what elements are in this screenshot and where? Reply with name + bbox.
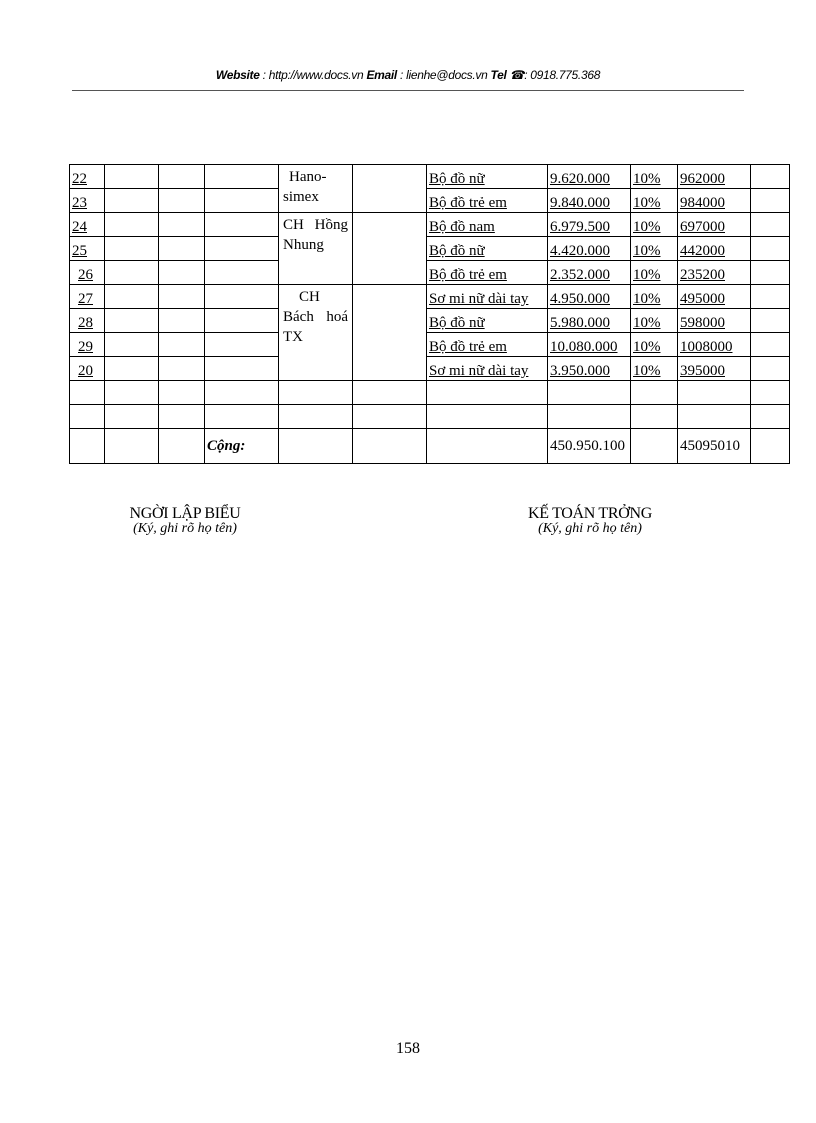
item-name: Sơ mi nữ dài tay [427,357,548,381]
amount: 4.420.000 [548,237,631,261]
chief-accountant-signature-block [520,505,660,537]
tax-amount: 395000 [678,357,751,381]
ledger-table [69,164,790,464]
tax-rate: 10% [631,285,678,309]
phone-icon: ☎ [509,68,525,82]
tax-rate: 10% [631,165,678,189]
tax-amount: 598000 [678,309,751,333]
row-number: 29 [70,333,105,357]
tax-amount: 495000 [678,285,751,309]
total-tax: 45095010 [678,429,751,464]
store-hanosimex: Hano- simex [279,165,353,213]
table-row [70,309,790,333]
table-row [70,261,790,285]
total-amount: 450.950.100 [548,429,631,464]
item-name: Bộ đồ trẻ em [427,333,548,357]
amount: 9.840.000 [548,189,631,213]
preparer-instruction: (Ký, ghi rõ họ tên) [133,521,237,536]
tax-amount: 984000 [678,189,751,213]
email-label: Email [366,68,397,82]
row-number: 22 [70,165,105,189]
amount: 6.979.500 [548,213,631,237]
table-row [70,213,790,237]
amount: 10.080.000 [548,333,631,357]
table-row [70,357,790,381]
amount: 2.352.000 [548,261,631,285]
item-name: Bộ đồ nữ [427,165,548,189]
total-row [70,429,790,464]
item-name: Sơ mi nữ dài tay [427,285,548,309]
table-row [70,189,790,213]
table-row [70,285,790,309]
row-number: 28 [70,309,105,333]
empty-row [70,405,790,429]
row-number: 26 [70,261,105,285]
page-header [0,68,816,82]
tel-value: : 0918.775.368 [524,68,601,82]
amount: 5.980.000 [548,309,631,333]
amount: 4.950.000 [548,285,631,309]
tax-rate: 10% [631,261,678,285]
preparer-signature-block [115,505,255,537]
table-row [70,165,790,189]
table-row [70,237,790,261]
chief-accountant-instruction: (Ký, ghi rõ họ tên) [538,521,642,536]
amount: 3.950.000 [548,357,631,381]
empty-row [70,381,790,405]
header-divider [72,90,744,91]
tax-rate: 10% [631,333,678,357]
tax-amount: 697000 [678,213,751,237]
amount: 9.620.000 [548,165,631,189]
chief-accountant-title: KẾ TOÁN TRỞNG [527,505,653,522]
item-name: Bộ đồ nam [427,213,548,237]
row-number: 27 [70,285,105,309]
table-row [70,333,790,357]
tax-amount: 235200 [678,261,751,285]
page-number: 158 [396,1040,420,1057]
tax-rate: 10% [631,213,678,237]
row-number: 23 [70,189,105,213]
tax-amount: 442000 [678,237,751,261]
tax-rate: 10% [631,189,678,213]
website-label: Website [215,68,260,82]
total-label: Cộng: [205,429,279,464]
tax-rate: 10% [631,309,678,333]
item-name: Bộ đồ nữ [427,309,548,333]
store-bach-hoa: CH Bách hoá TX [279,285,353,381]
tel-label: Tel [490,68,507,82]
row-number: 25 [70,237,105,261]
row-number: 20 [70,357,105,381]
tax-amount: 1008000 [678,333,751,357]
email-value: : lienhe@docs.vn [400,68,488,82]
website-value: : http://www.docs.vn [262,68,364,82]
tax-rate: 10% [631,357,678,381]
preparer-title: NGỜI LẬP BIỂU [129,505,241,522]
item-name: Bộ đồ trẻ em [427,261,548,285]
store-hong-nhung: CH Hồng Nhung [279,213,353,285]
item-name: Bộ đồ nữ [427,237,548,261]
tax-amount: 962000 [678,165,751,189]
item-name: Bộ đồ trẻ em [427,189,548,213]
tax-rate: 10% [631,237,678,261]
row-number: 24 [70,213,105,237]
